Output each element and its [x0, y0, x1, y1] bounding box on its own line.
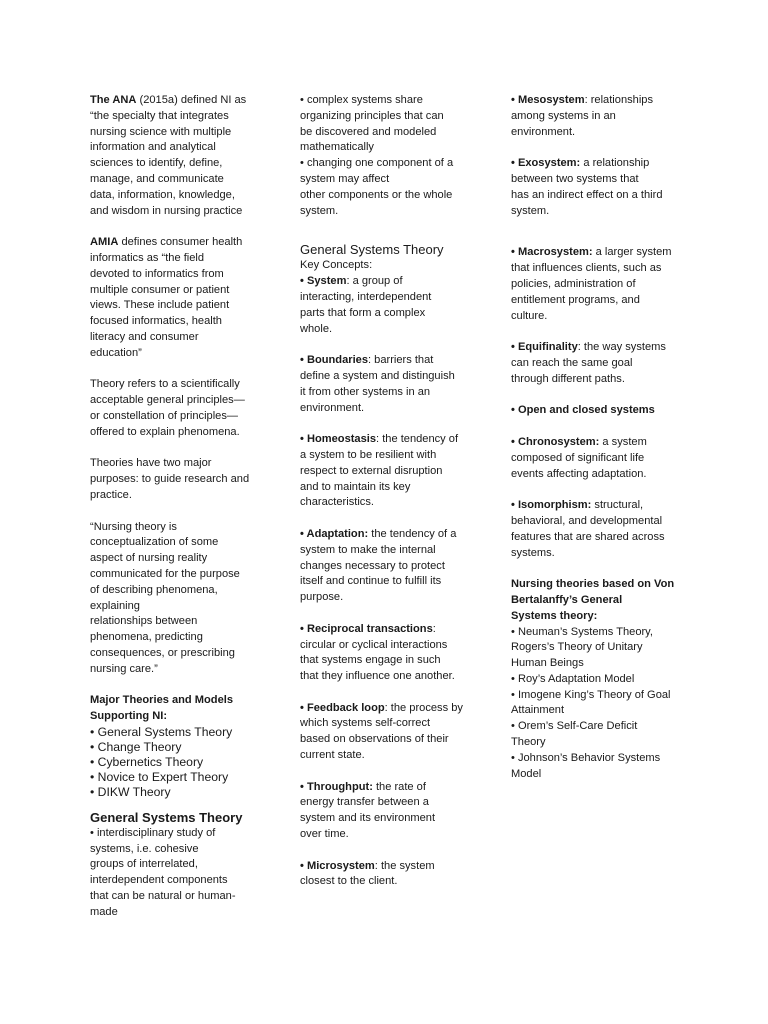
- nursing-theory-quote: “Nursing theory is conceptualization of some aspect of nursing reality communicated for the purpose of describing phenomena, explaining relationships between phenomena, predicting consequences, or prescribing nursing care.”: [90, 520, 240, 675]
- nursing-theories-heading-text: Nursing theories based on Von Bertalanffy’s General Systems theory:: [511, 578, 675, 622]
- gst-heading-left: [90, 810, 262, 826]
- concept-microsystem-text: : the system closest to the client.: [300, 859, 435, 888]
- concept-exosystem-text: a relationship between two systems that has an indirect effect on a third system.: [511, 157, 663, 217]
- major-theories-heading-text: Major Theories and Models Supporting NI:: [90, 694, 234, 723]
- concept-adaptation-term: • Adaptation:: [300, 527, 369, 540]
- theory-definition: Theory refers to a scientifically acceptable general principles— or constellation of principles— offered to explain phenomena.: [90, 378, 245, 438]
- concept-boundaries-text: : barriers that define a system and distinguish it from other systems in an environment.: [300, 354, 455, 414]
- key-concepts-label: Key Concepts:: [300, 259, 373, 272]
- column-right: [511, 93, 689, 782]
- column-middle: [300, 93, 480, 890]
- concept-exosystem: [511, 156, 689, 219]
- concept-system: [300, 274, 480, 337]
- concept-exosystem-term: • Exosystem:: [511, 157, 581, 170]
- concept-macrosystem-term: • Macrosystem:: [511, 246, 593, 259]
- concept-boundaries: [300, 353, 480, 416]
- concept-microsystem: [300, 859, 480, 891]
- concept-chronosystem-term: • Chronosystem:: [511, 435, 600, 448]
- concept-mesosystem-term: • Mesosystem: [511, 94, 585, 106]
- ana-definition: [90, 93, 262, 219]
- concept-throughput-text: the rate of energy transfer between a system and its environment over time.: [300, 780, 436, 841]
- concept-mesosystem: [511, 93, 689, 140]
- concept-system-text: : a group of interacting, interdependent parts that form a complex whole.: [300, 275, 432, 335]
- nursing-theories-list: • Neuman’s Systems Theory, Rogers’s Theory of Unitary Human Beings • Roy’s Adaptation Model • Imogene King’s Theory of Goal Attainment • Orem’s Self-Care Deficit Theory • Johnson’s Behavior Systems Model: [511, 625, 671, 780]
- major-theories-list: • General Systems Theory • Change Theory • Cybernetics Theory • Novice to Expert Theory • DIKW Theory: [90, 724, 233, 799]
- concept-system-term: • System: [300, 275, 347, 288]
- column-left: [90, 93, 262, 921]
- concept-mesosystem-text: : relationships among systems in an environment.: [511, 94, 654, 138]
- concept-boundaries-term: • Boundaries: [300, 354, 368, 367]
- concept-feedback-term: • Feedback loop: [300, 701, 385, 714]
- gst-heading-middle: General Systems Theory: [300, 242, 444, 258]
- concept-reciprocal-text: : circular or cyclical interactions that systems engage in such that they influence one another.: [300, 622, 455, 683]
- nursing-theories-heading: [511, 577, 689, 624]
- amia-text: defines consumer health informatics as “the field devoted to informatics from multiple consumer or patient views. These include patient focused informatics, health literacy and consumer education”: [90, 236, 243, 359]
- concept-isomorphism-text: structural, behavioral, and developmental features that are shared across systems.: [511, 499, 665, 559]
- major-theories-heading: [90, 693, 262, 725]
- concept-adaptation: [300, 527, 480, 606]
- concept-equifinality-term: • Equifinality: [511, 341, 578, 354]
- gst-heading-left-text: General Systems Theory: [90, 809, 243, 825]
- concept-macrosystem-text: a larger system that influences clients, such as policies, administration of entitlement programs, and culture.: [511, 246, 672, 322]
- concept-chronosystem-text: a system composed of significant life events affecting adaptation.: [511, 435, 647, 480]
- concept-homeostasis-term: • Homeostasis: [300, 433, 377, 446]
- concept-macrosystem: [511, 245, 689, 324]
- concept-reciprocal: [300, 622, 480, 685]
- complex-systems-bullets: • complex systems share organizing principles that can be discovered and modeled mathematically • changing one component of a system may affect other components or the whole system.: [300, 94, 454, 217]
- concept-open-closed: [511, 403, 689, 419]
- gst-definition: • interdisciplinary study of systems, i.e. cohesive groups of interrelated, interdependent components that can be natural or human- made: [90, 826, 236, 918]
- concept-homeostasis: [300, 432, 480, 511]
- concept-isomorphism-term: • Isomorphism:: [511, 499, 592, 512]
- amia-definition: [90, 235, 262, 361]
- concept-microsystem-term: • Microsystem: [300, 859, 375, 872]
- concept-open-closed-term: • Open and closed systems: [511, 404, 655, 417]
- concept-feedback: [300, 701, 480, 764]
- concept-feedback-text: : the process by which systems self-correct based on observations of their current state.: [300, 701, 463, 762]
- concept-equifinality: [511, 340, 689, 387]
- concept-isomorphism: [511, 498, 689, 561]
- concept-reciprocal-term: • Reciprocal transactions: [300, 622, 433, 635]
- theory-purposes: Theories have two major purposes: to guide research and practice.: [90, 457, 250, 501]
- ana-label: The ANA: [90, 94, 137, 106]
- ana-text: (2015a) defined NI as “the specialty that integrates nursing science with multiple information and analytical sciences to identify, define, manage, and communicate data, information, knowledge, and wisdom in nursing practice: [90, 94, 247, 217]
- concept-equifinality-text: : the way systems can reach the same goal through different paths.: [511, 341, 666, 385]
- amia-label: AMIA: [90, 236, 119, 249]
- concept-adaptation-text: the tendency of a system to make the internal changes necessary to protect itself and continue to fulfill its purpose.: [300, 527, 457, 604]
- concept-throughput-term: • Throughput:: [300, 780, 373, 793]
- concept-throughput: [300, 780, 480, 843]
- concept-chronosystem: [511, 435, 689, 482]
- concept-homeostasis-text: : the tendency of a system to be resilient with respect to external disruption and to maintain its key characteristics.: [300, 433, 459, 509]
